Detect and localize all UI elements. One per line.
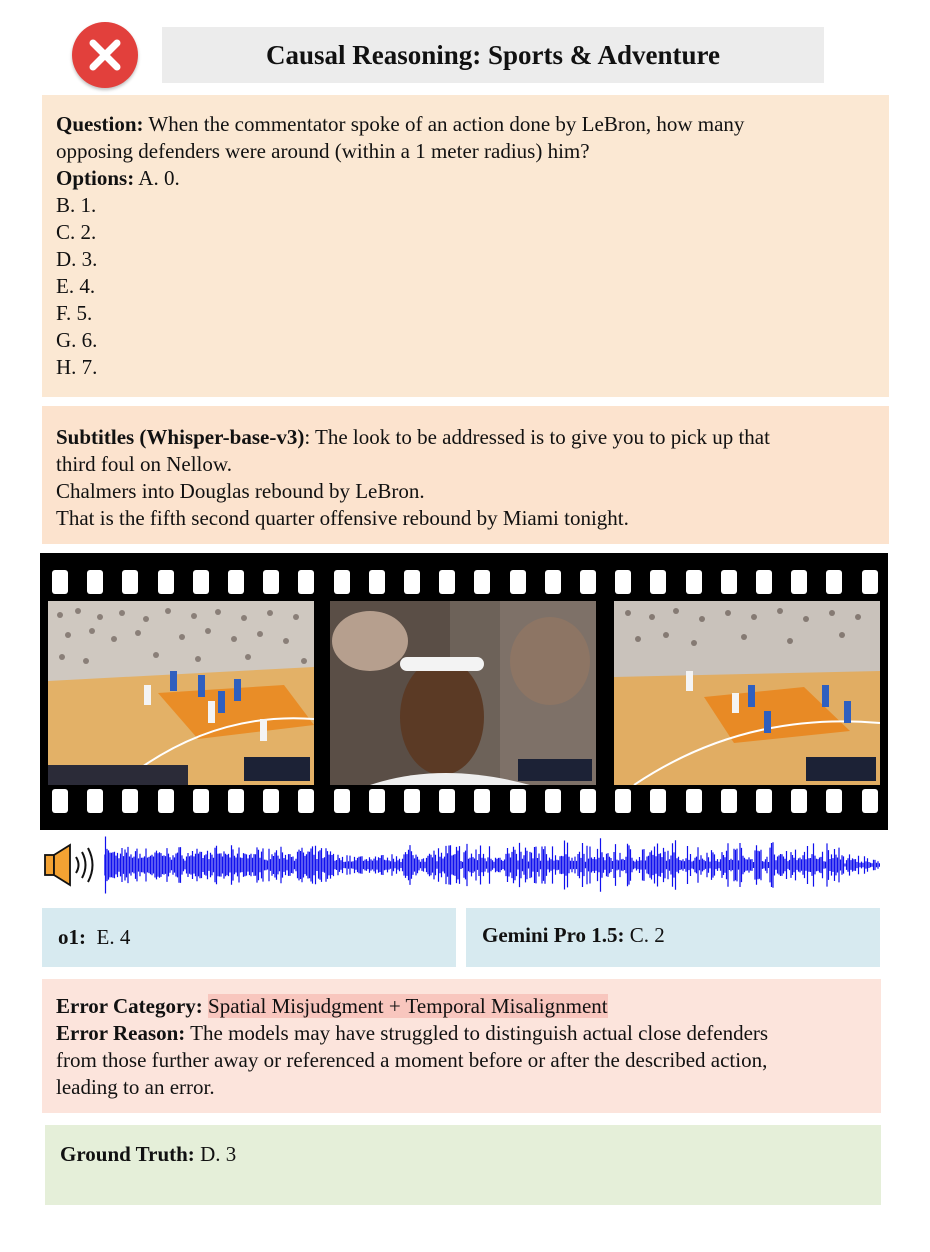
subtitles-panel — [42, 406, 889, 544]
option-d: D. 3. — [56, 247, 98, 271]
error-category-label: Error Category: — [56, 994, 203, 1018]
video-frame-3 — [614, 601, 880, 785]
sprocket-hole — [228, 789, 244, 813]
error-category-value: Spatial Misjudgment + Temporal Misalignment — [208, 994, 608, 1018]
sprocket-hole — [52, 789, 68, 813]
sprocket-hole — [334, 570, 350, 594]
option-a: A. 0. — [134, 166, 180, 190]
error-reason-line2: from those further away or referenced a moment before or after the described action, — [56, 1048, 768, 1072]
gemini-answer: C. 2 — [624, 923, 665, 947]
option-g: G. 6. — [56, 328, 98, 352]
option-h: H. 7. — [56, 355, 98, 379]
subtitle-line-1: : The look to be addressed is to give you to pick up that — [304, 425, 770, 449]
ground-truth-panel — [45, 1125, 881, 1205]
sprocket-hole — [228, 570, 244, 594]
sprocket-hole — [369, 789, 385, 813]
options-label: Options: — [56, 166, 135, 190]
gemini-answer-panel — [466, 908, 880, 967]
film-strip — [40, 553, 888, 830]
ground-truth-label: Ground Truth: — [60, 1142, 195, 1166]
sprocket-hole — [334, 789, 350, 813]
sprocket-hole — [439, 570, 455, 594]
sprocket-hole — [721, 789, 737, 813]
sprocket-hole — [545, 789, 561, 813]
sprocket-hole — [122, 789, 138, 813]
sprocket-hole — [52, 570, 68, 594]
sprocket-hole — [756, 789, 772, 813]
sprocket-hole — [474, 789, 490, 813]
sprocket-hole — [686, 789, 702, 813]
video-frame-2 — [330, 601, 596, 785]
gemini-label: Gemini Pro 1.5: — [482, 923, 625, 947]
sprocket-hole — [474, 570, 490, 594]
sprocket-hole — [510, 789, 526, 813]
sprocket-hole — [158, 789, 174, 813]
sprocket-hole — [263, 570, 279, 594]
audio-waveform — [104, 832, 880, 898]
sprocket-hole — [122, 570, 138, 594]
ground-truth-value: D. 3 — [194, 1142, 237, 1166]
sprocket-hole — [650, 789, 666, 813]
o1-label: o1: — [58, 925, 86, 949]
sprocket-hole — [193, 789, 209, 813]
title-bar — [162, 27, 824, 83]
sprocket-hole — [87, 789, 103, 813]
sprocket-hole — [862, 789, 878, 813]
sprocket-hole — [721, 570, 737, 594]
sprocket-hole — [862, 570, 878, 594]
option-f: F. 5. — [56, 301, 93, 325]
sprocket-hole — [580, 570, 596, 594]
sprocket-hole — [686, 570, 702, 594]
o1-answer-panel — [42, 908, 456, 967]
sprocket-hole — [510, 570, 526, 594]
video-frame-1 — [48, 601, 314, 785]
option-c: C. 2. — [56, 220, 97, 244]
sprocket-hole — [791, 789, 807, 813]
sprocket-hole — [87, 570, 103, 594]
sprocket-hole — [791, 570, 807, 594]
close-x-icon — [72, 22, 138, 88]
sprocket-hole — [263, 789, 279, 813]
error-reason-label: Error Reason: — [56, 1021, 186, 1045]
option-e: E. 4. — [56, 274, 96, 298]
sprocket-hole — [298, 570, 314, 594]
sprocket-hole — [298, 789, 314, 813]
error-reason-line1: The models may have struggled to distinguish actual close defenders — [185, 1021, 769, 1045]
question-label: Question: — [56, 112, 144, 136]
question-text-line2: opposing defenders were around (within a 1 meter radius) him? — [56, 139, 590, 163]
sprocket-hole — [756, 570, 772, 594]
sprocket-hole — [193, 570, 209, 594]
sprocket-hole — [404, 789, 420, 813]
sprocket-hole — [615, 570, 631, 594]
sprocket-hole — [404, 570, 420, 594]
sprocket-hole — [826, 570, 842, 594]
sprocket-hole — [439, 789, 455, 813]
subtitles-label: Subtitles (Whisper-base-v3) — [56, 425, 305, 449]
error-reason-line3: leading to an error. — [56, 1075, 215, 1099]
question-panel — [42, 95, 889, 397]
speaker-icon — [42, 842, 98, 888]
sprocket-hole — [826, 789, 842, 813]
error-panel — [42, 979, 881, 1113]
page-title: Causal Reasoning: Sports & Adventure — [265, 39, 721, 70]
subtitle-line-4: That is the fifth second quarter offensive rebound by Miami tonight. — [56, 506, 629, 530]
sprocket-hole — [369, 570, 385, 594]
sprocket-hole — [615, 789, 631, 813]
sprocket-hole — [158, 570, 174, 594]
sprocket-hole — [545, 570, 561, 594]
subtitle-line-3: Chalmers into Douglas rebound by LeBron. — [56, 479, 425, 503]
sprocket-hole — [580, 789, 596, 813]
option-b: B. 1. — [56, 193, 97, 217]
subtitle-line-2: third foul on Nellow. — [56, 452, 232, 476]
sprocket-hole — [650, 570, 666, 594]
o1-answer: E. 4 — [86, 925, 131, 949]
question-text-line1: When the commentator spoke of an action done by LeBron, how many — [143, 112, 745, 136]
waveform-path — [104, 837, 880, 894]
